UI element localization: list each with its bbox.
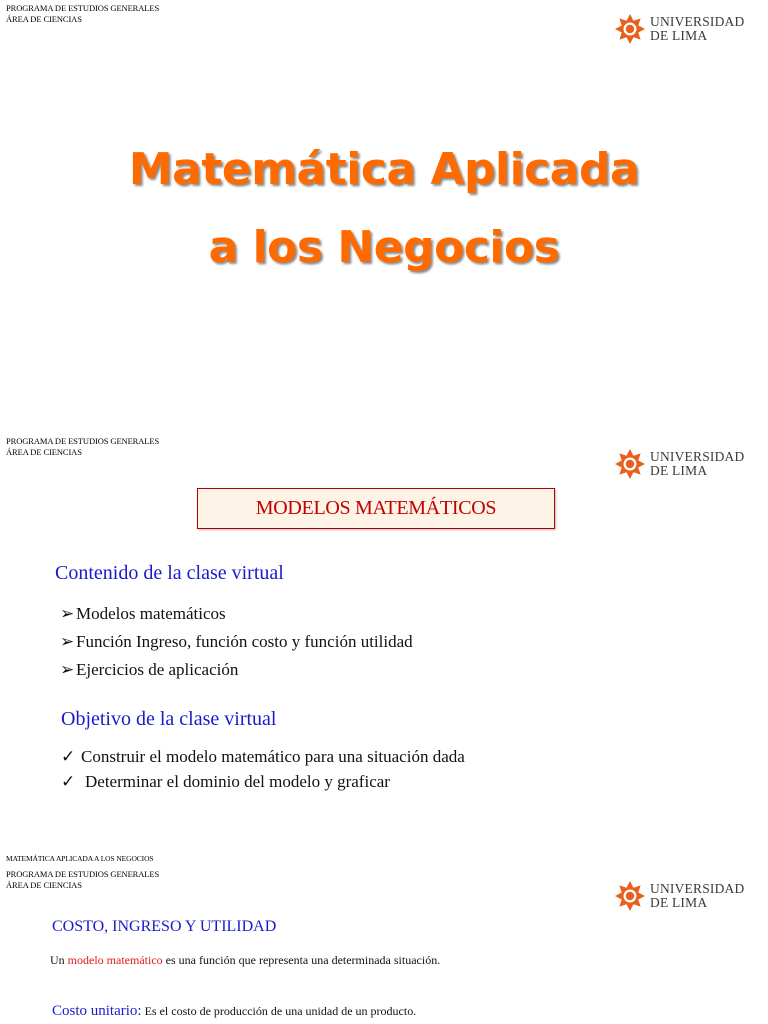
unit-cost-definition: Costo unitario: Es el costo de producción de una unidad de un producto. bbox=[52, 1003, 417, 1019]
arrow-bullet-icon: ➢ bbox=[60, 632, 75, 651]
slide-cover bbox=[0, 0, 768, 420]
arrow-bullet-icon: ➢ bbox=[60, 604, 75, 623]
logo-line-2: DE LIMA bbox=[650, 28, 708, 43]
unit-cost-term: Costo unitario: bbox=[52, 1003, 142, 1019]
check-bullet-icon: ✓ bbox=[61, 772, 76, 791]
university-logo bbox=[614, 13, 744, 45]
highlight-term: modelo matemático bbox=[67, 953, 163, 967]
objective-item: ✓ Construir el modelo matemático para una situación dada bbox=[61, 747, 465, 766]
check-bullet-icon: ✓ bbox=[61, 747, 76, 766]
logo-line-2: DE LIMA bbox=[650, 895, 708, 910]
logo-line-1: UNIVERSIDAD bbox=[650, 881, 745, 896]
sun-star-icon bbox=[614, 448, 646, 480]
costo-heading: COSTO, INGRESO Y UTILIDAD bbox=[52, 918, 277, 935]
section-title-box bbox=[197, 488, 555, 529]
sun-star-icon bbox=[614, 880, 646, 912]
logo-line-1: UNIVERSIDAD bbox=[650, 449, 745, 464]
program-header: PROGRAMA DE ESTUDIOS GENERALES ÁREA DE CIENCIAS bbox=[6, 869, 160, 890]
content-heading: Contenido de la clase virtual bbox=[55, 562, 284, 584]
sun-star-icon bbox=[614, 13, 646, 45]
program-header: PROGRAMA DE ESTUDIOS GENERALES ÁREA DE CIENCIAS bbox=[6, 436, 160, 457]
title-line-1: Matemática Aplicada bbox=[128, 144, 640, 195]
course-label: MATEMÁTICA APLICADA A LOS NEGOCIOS bbox=[6, 854, 154, 863]
title-line-2: a los Negocios bbox=[208, 222, 560, 273]
logo-line-1: UNIVERSIDAD bbox=[650, 14, 745, 29]
program-header: PROGRAMA DE ESTUDIOS GENERALES ÁREA DE CIENCIAS bbox=[6, 3, 160, 24]
content-item: ➢ Modelos matemáticos bbox=[60, 604, 226, 623]
objective-item: ✓ Determinar el dominio del modelo y graficar bbox=[61, 772, 390, 791]
content-item: ➢ Función Ingreso, función costo y función utilidad bbox=[60, 632, 413, 651]
slide-modelos bbox=[0, 420, 768, 832]
logo-line-2: DE LIMA bbox=[650, 463, 708, 478]
arrow-bullet-icon: ➢ bbox=[60, 660, 75, 679]
university-logo bbox=[614, 448, 744, 480]
model-definition: Un modelo matemático es una función que representa una determinada situación. bbox=[50, 953, 441, 967]
university-logo bbox=[614, 880, 744, 912]
content-item: ➢ Ejercicios de aplicación bbox=[60, 660, 239, 679]
section-title: MODELOS MATEMÁTICOS bbox=[255, 497, 497, 519]
objective-heading: Objetivo de la clase virtual bbox=[61, 708, 277, 730]
